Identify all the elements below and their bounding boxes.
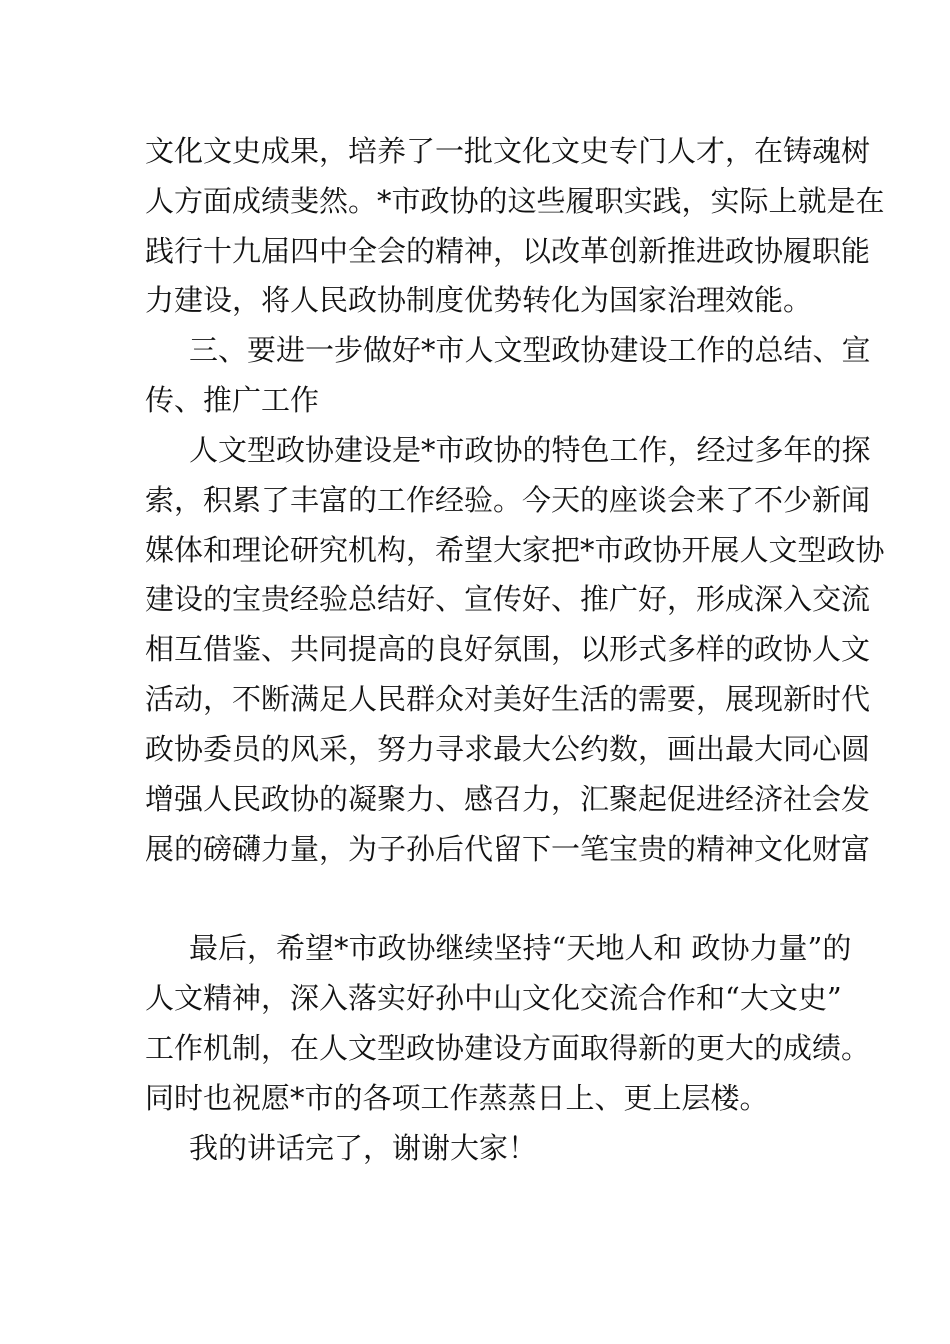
paragraph-line: 相互借鉴、共同提高的良好氛围，以形式多样的政协人文	[145, 632, 871, 666]
paragraph-line: 索，积累了丰富的工作经验。今天的座谈会来了不少新闻	[145, 483, 871, 517]
paragraph-line: 文化文史成果，培养了一批文化文史专门人才，在铸魂树	[145, 134, 871, 168]
paragraph-line: 人文型政协建设是*市政协的特色工作，经过多年的探	[189, 433, 871, 467]
section-heading-line: 三、要进一步做好*市人文型政协建设工作的总结、宣	[189, 333, 871, 367]
paragraph-line: 政协委员的风采，努力寻求最大公约数，画出最大同心圆	[145, 732, 871, 766]
paragraph-line: 践行十九届四中全会的精神，以改革创新推进政协履职能	[145, 234, 871, 268]
paragraph-line: 展的磅礴力量，为子孙后代留下一笔宝贵的精神文化财富	[145, 832, 871, 866]
paragraph-line: 工作机制，在人文型政协建设方面取得新的更大的成绩。	[145, 1031, 871, 1065]
paragraph-line: 建设的宝贵经验总结好、宣传好、推广好，形成深入交流	[145, 582, 871, 616]
paragraph-line: 力建设，将人民政协制度优势转化为国家治理效能。	[145, 283, 813, 317]
paragraph-line: 人文精神，深入落实好孙中山文化交流合作和“大文史”	[145, 981, 842, 1015]
paragraph-line: 最后，希望*市政协继续坚持“天地人和 政协力量”的	[189, 931, 852, 965]
paragraph-line: 活动，不断满足人民群众对美好生活的需要，展现新时代	[145, 682, 871, 716]
paragraph-line: 增强人民政协的凝聚力、感召力，汇聚起促进经济社会发	[145, 782, 871, 816]
paragraph-line: 同时也祝愿*市的各项工作蒸蒸日上、更上层楼。	[145, 1081, 769, 1115]
paragraph-line: 人方面成绩斐然。*市政协的这些履职实践，实际上就是在	[145, 184, 885, 218]
closing-line: 我的讲话完了，谢谢大家！	[189, 1131, 538, 1165]
section-heading-line: 传、推广工作	[145, 383, 320, 417]
paragraph-line: 媒体和理论研究机构，希望大家把*市政协开展人文型政协	[145, 533, 885, 567]
